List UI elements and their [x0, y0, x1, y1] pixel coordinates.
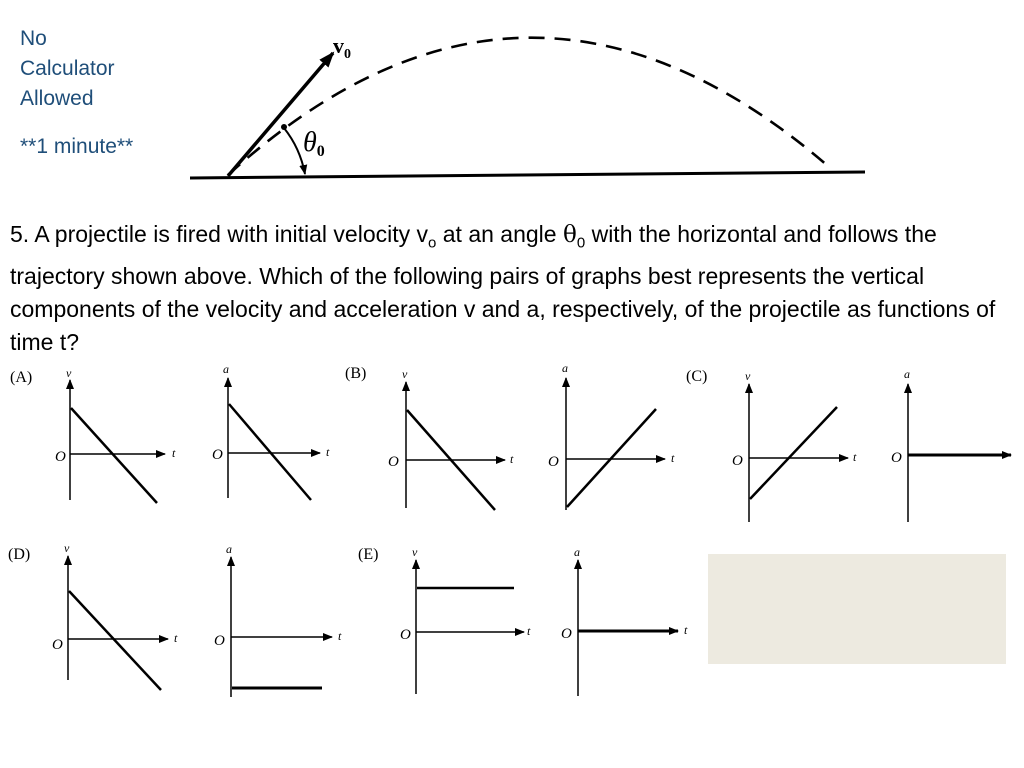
velocity-label: $v_0$ [333, 33, 351, 62]
svg-text:v: v [412, 545, 418, 559]
angle-label: θ0 [303, 127, 325, 160]
option-b-label: (B) [345, 365, 367, 382]
ground-line [190, 172, 865, 178]
option-c-v-graph [732, 369, 857, 522]
svg-text:t: t [853, 450, 857, 464]
svg-text:O: O [214, 633, 225, 649]
note-line-3: Allowed [20, 87, 94, 110]
question-text [10, 218, 1020, 359]
svg-text:O: O [212, 447, 223, 463]
svg-text:a: a [904, 367, 910, 381]
option-e-v-graph [400, 545, 531, 694]
option-a[interactable] [10, 362, 330, 503]
option-e-a-graph [561, 545, 688, 696]
option-b-a-graph [548, 361, 675, 510]
svg-text:O: O [732, 453, 743, 469]
svg-text:a: a [562, 361, 568, 375]
option-d-a-graph [214, 542, 342, 697]
svg-text:t: t [510, 452, 514, 466]
svg-text:v: v [64, 541, 70, 555]
blank-answer-box [708, 554, 1006, 664]
svg-text:t: t [338, 629, 342, 643]
svg-text:v: v [66, 366, 72, 380]
arc-start-dot [281, 124, 287, 130]
trajectory-diagram [190, 33, 865, 178]
svg-text:t: t [326, 445, 330, 459]
velocity-subscript: o [428, 234, 437, 252]
note-line-1: No [20, 27, 47, 50]
option-a-a-graph [212, 362, 330, 500]
svg-text:t: t [671, 451, 675, 465]
option-b-v-graph [388, 367, 514, 510]
question-body-1: A projectile is fired with initial velocity v [34, 221, 429, 247]
option-e[interactable] [358, 545, 688, 696]
question-body-3: with the horizontal and follows the trajectory shown above. Which of the following pairs of graphs best represents the vertical components of the velocity and acceleration v and a, respectively, of the projectile as functions of time t? [10, 221, 996, 355]
option-c[interactable] [686, 367, 1011, 522]
angle-arc [284, 128, 305, 174]
option-e-label: (E) [358, 546, 379, 563]
svg-text:O: O [52, 637, 63, 653]
option-d[interactable] [8, 541, 342, 697]
time-limit-note: **1 minute** [20, 135, 134, 158]
option-c-a-graph [891, 367, 1011, 522]
svg-text:t: t [684, 623, 688, 637]
svg-text:a: a [574, 545, 580, 559]
svg-text:t: t [174, 631, 178, 645]
svg-text:O: O [548, 454, 559, 470]
question-body-2: at an angle [436, 221, 563, 247]
note-line-2: Calculator [20, 57, 115, 80]
option-d-v-graph [52, 541, 178, 690]
svg-text:O: O [400, 627, 411, 643]
svg-text:t: t [527, 624, 531, 638]
question-number: 5. [10, 221, 30, 247]
option-a-v-graph [55, 366, 176, 503]
svg-text:v: v [402, 367, 408, 381]
option-d-label: (D) [8, 546, 31, 563]
svg-text:O: O [55, 449, 66, 465]
svg-text:a: a [226, 542, 232, 556]
svg-text:O: O [561, 626, 572, 642]
svg-text:a: a [223, 362, 229, 376]
option-b[interactable] [345, 361, 675, 510]
theta-subscript: 0 [576, 234, 586, 252]
option-a-label: (A) [10, 369, 33, 386]
svg-text:O: O [388, 454, 399, 470]
svg-text:t: t [172, 446, 176, 460]
svg-text:O: O [891, 450, 902, 466]
theta-symbol: θ [562, 222, 577, 248]
option-c-label: (C) [686, 368, 708, 385]
svg-text:v: v [745, 369, 751, 383]
